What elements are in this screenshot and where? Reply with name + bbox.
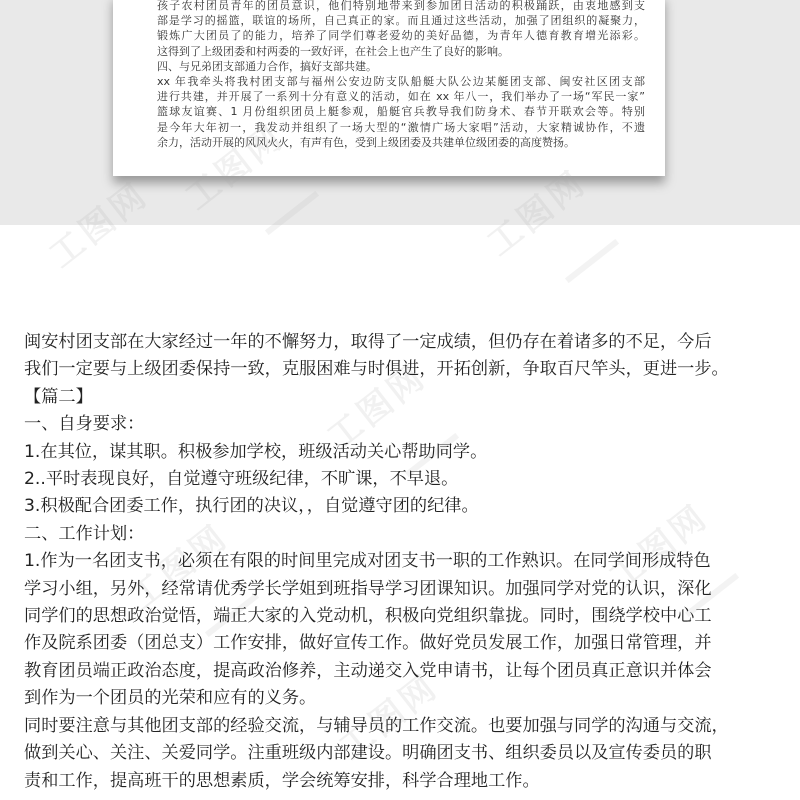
body-line-9: 1.作为一名团支书，必须在有限的时间里完成对团支书一职的工作熟识。在同学间形成特色 — [24, 551, 711, 572]
watermark-logo: 工图网 — [319, 356, 435, 459]
card-line-7: 进行共建，并开展了一系列十分有意义的活动，如在 xx 年八一，我们举办了一场“军民一家” — [157, 90, 645, 104]
body-line-13: 教育团员端正政治态度，提高政治修养，主动递交入党申请书，让每个团员真正意识并体会 — [24, 660, 712, 681]
card-line-10: 余力，活动开展的风风火火，有声有色，受到上级团委及共建单位级团委的高度赞扬。 — [157, 135, 575, 149]
section-heading: 【篇二】 — [24, 386, 93, 407]
card-line-1: 孩子农村团员青年的团员意识，他们特别地带来到参加团日活动的积极踊跃，由衷地感到支 — [157, 0, 645, 12]
body-line-10: 学习小组，另外，经常请优秀学长学姐到班指导学习团课知识。加强同学对党的认识，深化 — [24, 578, 712, 599]
card-line-8: 篮球友谊赛、1 月份组织团员上艇参观，船艇官兵教导我们防身术、春节开联欢会等。特别 — [157, 105, 645, 119]
watermark-logo: 工图网 — [331, 666, 447, 769]
body-line-2: 我们一定要与上级团委保持一致，克服困难与时俱进，开拓创新，争取百尺竿头，更进一步。 — [24, 359, 729, 380]
subheading-work-plan: 二、工作计划： — [24, 523, 145, 544]
card-line-3: 锻炼广大团员了的能力，培养了同学们尊老爱幼的美好品德，为青年人德育教育增光添彩。 — [157, 29, 645, 43]
card-line-4: 这得到了上级团委和村两委的一致好评，在社会上也产生了良好的影响。 — [157, 44, 509, 58]
watermark-logo: 工图网 — [41, 174, 157, 277]
watermark-logo: 工图网 — [601, 496, 717, 599]
list-item: 1.在其位，谋其职。积极参加学校，班级活动关心帮助同学。 — [24, 441, 488, 462]
body-line-11: 同学们的思想政治觉悟，端正大家的入党动机，积极向党组织靠拢。同时，围绕学校中心工 — [24, 606, 712, 627]
list-item: 3.积极配合团委工作，执行团的决议，，自觉遵守团的纪律。 — [24, 496, 479, 517]
card-line-5: 四、与兄弟团支部通力合作，搞好支部共建。 — [157, 59, 377, 73]
body-line-16: 做到关心、关注、关爱同学。注重班级内部建设。明确团支书、组织委员以及宣传委员的职 — [24, 743, 712, 764]
watermark-logo: 工图网 — [121, 516, 237, 619]
card-line-9: 是今年大年初一，我发动并组织了一场大型的“激情广场大家唱”活动，大家精诚协作，不遗 — [157, 120, 645, 134]
body-line-1: 闽安村团支部在大家经过一年的不懈努力，取得了一定成绩，但仍存在着诸多的不足，今后 — [24, 332, 712, 352]
card-line-2: 部是学习的摇篮，联谊的场所，自己真正的家。而且通过这些活动，加强了团组织的凝聚力， — [157, 14, 645, 28]
body-text — [24, 329, 780, 795]
body-line-12: 作及院系团委（团总支）工作安排，做好宣传工作。做好党员发展工作，加强日常管理，并 — [24, 633, 712, 654]
subheading-self-requirements: 一、自身要求： — [24, 414, 145, 435]
body-line-14: 到作为一个团员的光荣和应有的义务。 — [24, 688, 317, 709]
body-line-15: 同时要注意与其他团支部的经验交流，与辅导员的工作交流。也要加强与同学的沟通与交流， — [24, 715, 729, 736]
document-preview-card — [113, 0, 665, 176]
list-item: 2..平时表现良好，自觉遵守班级纪律，不旷课，不早退。 — [24, 469, 459, 490]
body-line-17: 责和工作，提高班干的思想素质，学会统筹安排，科学合理地工作。 — [24, 770, 540, 791]
watermark-mark — [565, 239, 619, 283]
card-line-6: xx 年我牵头将我村团支部与福州公安边防支队船艇大队公边某艇团支部、闽安社区团支部 — [157, 75, 645, 89]
